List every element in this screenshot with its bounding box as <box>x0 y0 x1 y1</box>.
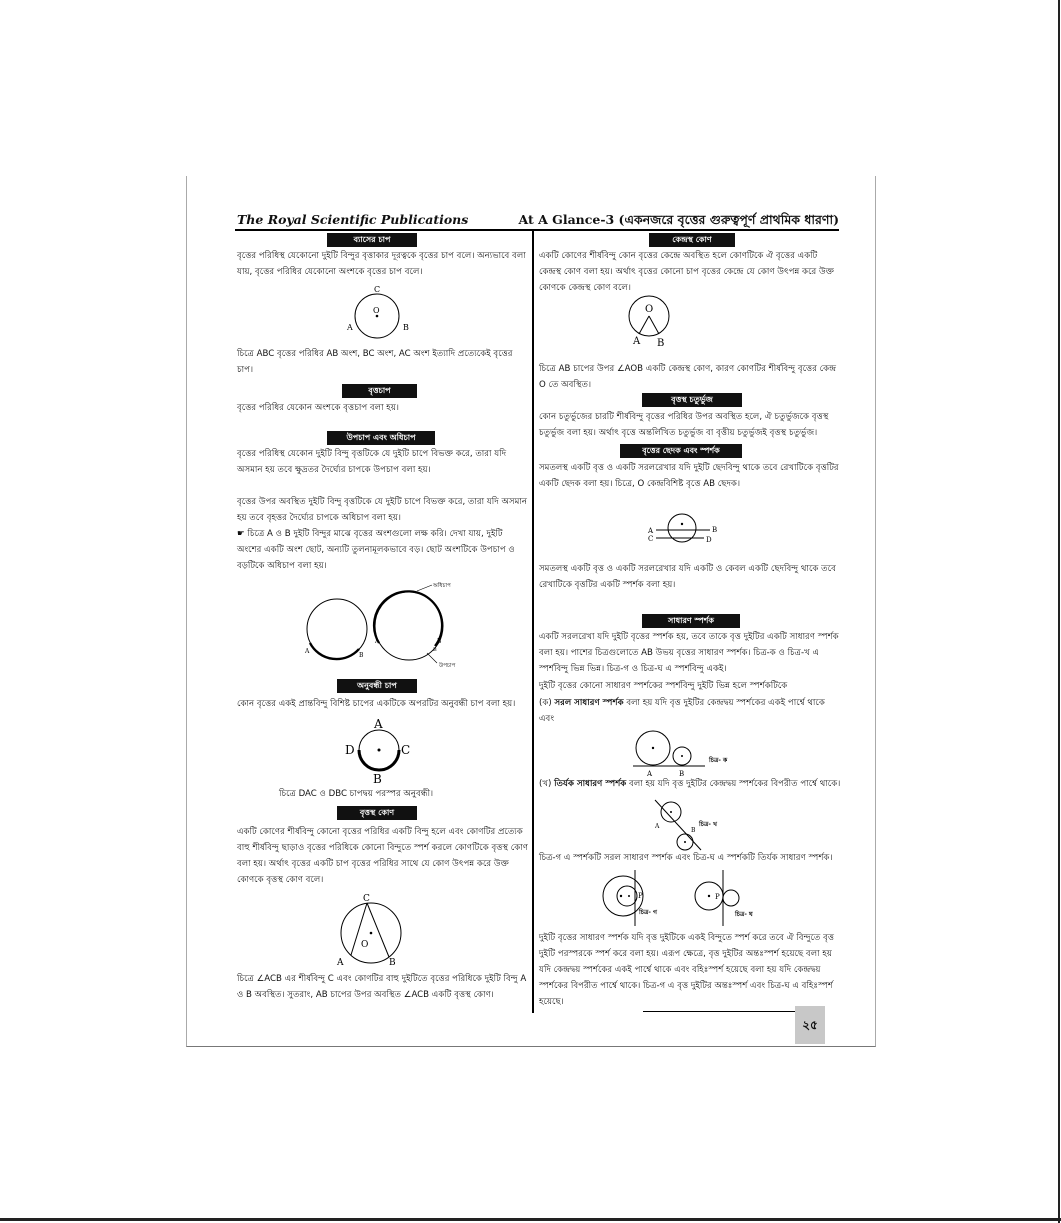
svg-text:B: B <box>389 958 396 968</box>
svg-text:O: O <box>373 306 380 315</box>
fig-ga-label: চিত্র- গ <box>639 909 657 916</box>
column-divider <box>532 231 534 1013</box>
svg-text:A: A <box>375 638 380 645</box>
heading-central-angle: কেন্দ্রস্থ কোণ <box>649 233 735 247</box>
svg-text:O: O <box>645 304 654 315</box>
heading-minor-major-arc: উপচাপ এবং অধিচাপ <box>327 431 435 445</box>
figure-ga-gha <box>597 868 787 930</box>
svg-text:B: B <box>373 772 382 786</box>
para-ga-gha: চিত্র-গ এ স্পর্শকটি সরল সাধারণ স্পর্শক এবং চিত্র-ঘ এ স্পর্শকটি তির্যক সাধারণ স্পর্শক। <box>539 853 833 863</box>
svg-text:B: B <box>437 638 442 645</box>
caption-arc: চিত্রে ABC বৃত্তের পরিধির AB অংশ, BC অংশ, AC অংশ ইত্যাদি প্রত্যেকেই বৃত্তের চাপ। <box>237 349 513 375</box>
major-arc-label: অধিচাপ <box>433 583 451 589</box>
publisher-header: The Royal Scientific Publications <box>237 212 469 227</box>
svg-text:P: P <box>638 892 643 900</box>
minor-arc-label: উপচাপ <box>439 663 456 669</box>
header-rule <box>235 229 839 231</box>
svg-text:A: A <box>633 336 641 347</box>
svg-text:A: A <box>647 770 653 778</box>
figure-ka-direct-tangent <box>627 728 747 778</box>
svg-text:B: B <box>691 827 696 834</box>
page-number: ২৫ <box>795 1006 825 1044</box>
para-minor-arc: বৃত্তের পরিধিস্থ যেকোন দুইটি বিন্দু বৃত্তটিকে যে দুইটি চাপে বিভক্ত করে, তারা যদি অসমান হয় তবে ক্ষুদ্রতর দৈর্ঘ্যের চাপকে উপচাপ বলা হয়। <box>237 449 507 475</box>
caption-inscribed-angle: চিত্রে ∠ACB এর শীর্ষবিন্দু C এবং কোণটির বাহু দুইটিতে বৃত্তের পরিধিকে দুইটি বিন্দু A ও B অবস্থিত। সুতরাং, AB চাপের উপর অবস্থিত ∠ACB একটি বৃত্তস্থ কোণ। <box>237 974 527 1000</box>
svg-text:P: P <box>715 893 720 901</box>
chapter-header: At A Glance-3 (একনজরে বৃত্তের গুরুত্বপূর্ণ প্রাথমিক ধারণা) <box>518 212 839 227</box>
svg-text:A: A <box>648 527 654 535</box>
figure-inscribed-angle <box>327 891 417 971</box>
svg-text:B: B <box>359 652 364 659</box>
para-cyclic-quadrilateral: কোন চতুর্ভুজের চারটি শীর্ষবিন্দু বৃত্তের পরিধির উপর অবস্থিত হলে, ঐ চতুর্ভুজকে বৃত্তস্থ চতুর্ভুজ বলা হয়। অর্থাৎ বৃত্তে অন্তর্লিখিত চতুর্ভুজ বা বৃত্তীয় চতুর্ভুজই বৃত্তস্থ চতুর্ভুজ। <box>539 412 829 438</box>
svg-text:D: D <box>706 536 712 544</box>
svg-text:A: A <box>305 648 310 655</box>
para-touching-circles: দুইটি বৃত্তের সাধারণ স্পর্শক যদি বৃত্ত দুইটিকে একই বিন্দুতে স্পর্শ করে তবে ঐ বিন্দুতে বৃত্ত দুইটি পরস্পরকে স্পর্শ করে বলা হয়। এরূপ ক্ষেত্রে, বৃত্ত দুইটির অন্তঃস্পর্শ হয়েছে বলা হয় যদি কেন্দ্রদ্বয় স্পর্শকের একই পার্শ্বে থাকে এবং বহিঃস্পর্শ হয়েছে বলা হয় যদি কেন্দ্রদ্বয় স্পর্শকের বিপরীত পার্শ্বে থাকে। চিত্র-গ এ বৃত্ত দুইটির অন্তঃস্পর্শ এবং চিত্র-ঘ এ বহিঃস্পর্শ হয়েছে। <box>539 933 835 1007</box>
fig-gha-label: চিত্র- ঘ <box>735 911 753 918</box>
fig-kha-label: চিত্র- খ <box>699 821 717 828</box>
figure-minor-major-arc <box>297 581 477 671</box>
para-conjugate-arc: কোন বৃত্তের একই প্রান্তবিন্দু বিশিষ্ট চাপের একটিকে অপরটির অনুবন্ধী চাপ বলা হয়। <box>237 699 516 709</box>
svg-text:B: B <box>433 647 437 653</box>
para-major-arc: বৃত্তের উপর অবস্থিত দুইটি বিন্দু বৃত্তটিকে যে দুইটি চাপে বিভক্ত করে, তারা যদি অসমান হয় তবে বৃহত্তর দৈর্ঘ্যের চাপকে অধিচাপ বলা হয়। <box>237 497 527 523</box>
para-common-tangent-2: দুইটি বৃত্তের কোনো সাধারণ স্পর্শকের স্পর্শবিন্দু দুইটি ভিন্ন হলে স্পর্শকটিকে <box>539 681 788 691</box>
heading-vrittachap: বৃত্তচাপ <box>342 384 417 398</box>
para-inscribed-angle: একটি কোণের শীর্ষবিন্দু কোনো বৃত্তের পরিধির একটি বিন্দু হলে এবং কোণটির প্রত্যেক বাহু শীর্ষবিন্দু ছাড়াও বৃত্তের পরিধিকে কোনো বিন্দুতে স্পর্শ করলে কোণটিকে বৃত্তস্থ কোণ বলা হয়। অর্থাৎ বৃত্তের একটি চাপ বৃত্তের পরিধির সাথে যে কোণ উৎপন্ন করে উক্ত কোণকে বৃত্তস্থ কোণ বলে। <box>237 827 528 885</box>
para-arc: বৃত্তের পরিধিস্থ যেকোনো দুইটি বিন্দুর বৃত্তাকার দূরত্বকে বৃত্তের চাপ বলে। অন্যভাবে বলা যায়, বৃত্তের পরিধির যেকোনো অংশকে বৃত্তের চাপ বলে। <box>237 251 526 277</box>
caption-conjugate-arc: চিত্রে DAC ও DBC চাপদ্বয় পরস্পর অনুবন্ধী। <box>279 789 434 799</box>
heading-common-tangent: সাধারণ স্পর্শক <box>642 614 740 628</box>
svg-text:B: B <box>712 526 718 534</box>
svg-text:B: B <box>403 323 409 332</box>
heading-cyclic-quadrilateral: বৃত্তস্থ চতুর্ভুজ <box>642 393 742 407</box>
para-tangent: সমতলস্থ একটি বৃত্ত ও একটি সরলরেখার যদি একটি ও কেবল একটি ছেদবিন্দু থাকে তবে রেখাটিকে বৃত্তটির একটি স্পর্শক বলা হয়। <box>539 564 836 590</box>
window-frame-right <box>1058 0 1060 1223</box>
para-central-angle: একটি কোণের শীর্ষবিন্দু কোন বৃত্তের কেন্দ্রে অবস্থিত হলে কোণটিকে ঐ বৃত্তের একটি কেন্দ্রস্থ কোণ বলা হয়। অর্থাৎ বৃত্তের কোনো চাপ বৃত্তের কেন্দ্রে যে কোণ উৎপন্ন করে উক্ত কোণকে কেন্দ্রস্থ কোণ বলে। <box>539 251 835 293</box>
svg-text:B: B <box>657 338 665 349</box>
para-direct-common-tangent: (ক) সরল সাধারণ স্পর্শক বলা হয় যদি বৃত্ত দুইটির কেন্দ্রদ্বয় স্পর্শকের একই পার্শ্বে থাকে এবং <box>539 698 825 724</box>
svg-text:A: A <box>337 958 344 968</box>
svg-text:C: C <box>363 894 370 904</box>
para-common-tangent: একটি সরলরেখা যদি দুইটি বৃত্তের স্পর্শক হয়, তবে তাকে বৃত্ত দুইটির একটি সাধারণ স্পর্শক বলা হয়। পাশের চিত্রগুলোতে AB উভয় বৃত্তের সাধারণ স্পর্শক। চিত্র-ক ও চিত্র-খ এ স্পর্শবিন্দু ভিন্ন ভিন্ন। চিত্র-গ ও চিত্র-ঘ এ স্পর্শবিন্দু একই। <box>539 632 839 674</box>
svg-text:D: D <box>345 743 355 757</box>
svg-text:A: A <box>347 323 353 332</box>
window-frame-bottom <box>0 1218 1061 1221</box>
svg-text:C: C <box>648 535 654 543</box>
para-arc-note: ☛ চিত্রে A ও B দুইটি বিন্দুর মাঝে বৃত্তের অংশগুলো লক্ষ করি। দেখা যায়, দুইটি অংশের একটি অংশ ছোট, অন্যটি তুলনামূলকভাবে বড়। ছোট অংশটিকে উপচাপ ও বড়টিকে অধিচাপ বলা হয়। <box>237 529 515 571</box>
para-secant: সমতলস্থ একটি বৃত্ত ও একটি সরলরেখার যদি দুইটি ছেদবিন্দু থাকে তবে রেখাটিকে বৃত্তটির একটি ছেদক বলা হয়। চিত্রে, O কেন্দ্রবিশিষ্ট বৃত্তে AB ছেদক। <box>539 463 839 489</box>
figure-kha-transverse-tangent <box>637 794 747 856</box>
svg-text:A: A <box>655 823 660 830</box>
svg-text:C: C <box>401 743 411 757</box>
caption-central-angle: চিত্রে AB চাপের উপর ∠AOB একটি কেন্দ্রস্থ কোণ, কারণ কোণটির শীর্ষবিন্দু বৃত্তের কেন্দ্র O তে অবস্থিত। <box>539 364 837 390</box>
book-page <box>186 176 876 1047</box>
heading-conjugate-arc: অনুবন্ধী চাপ <box>337 679 417 693</box>
svg-text:A: A <box>374 717 383 731</box>
figure-arc-circle <box>337 284 417 344</box>
figure-conjugate-arc <box>337 716 427 786</box>
svg-text:B: B <box>679 770 685 778</box>
figure-central-angle <box>617 288 697 348</box>
svg-text:C: C <box>374 285 381 294</box>
heading-inscribed-angle: বৃত্তস্থ কোণ <box>337 806 417 820</box>
heading-secant-tangent: বৃত্তের ছেদক এবং স্পর্শক <box>620 444 742 458</box>
para-vrittachap: বৃত্তের পরিধির যেকোন অংশকে বৃত্তচাপ বলা হয়। <box>237 403 399 413</box>
figure-secant <box>642 508 732 548</box>
heading-arc: ব্যাসের চাপ <box>327 233 417 247</box>
fig-ka-label: চিত্র- ক <box>709 757 728 764</box>
para-transverse-common-tangent: (খ) তির্যক সাধারণ স্পর্শক বলা হয় যদি বৃত্ত দুইটির কেন্দ্রদ্বয় স্পর্শকের বিপরীত পার্শ্বে থাকে। <box>539 779 841 789</box>
svg-text:O: O <box>361 940 369 950</box>
